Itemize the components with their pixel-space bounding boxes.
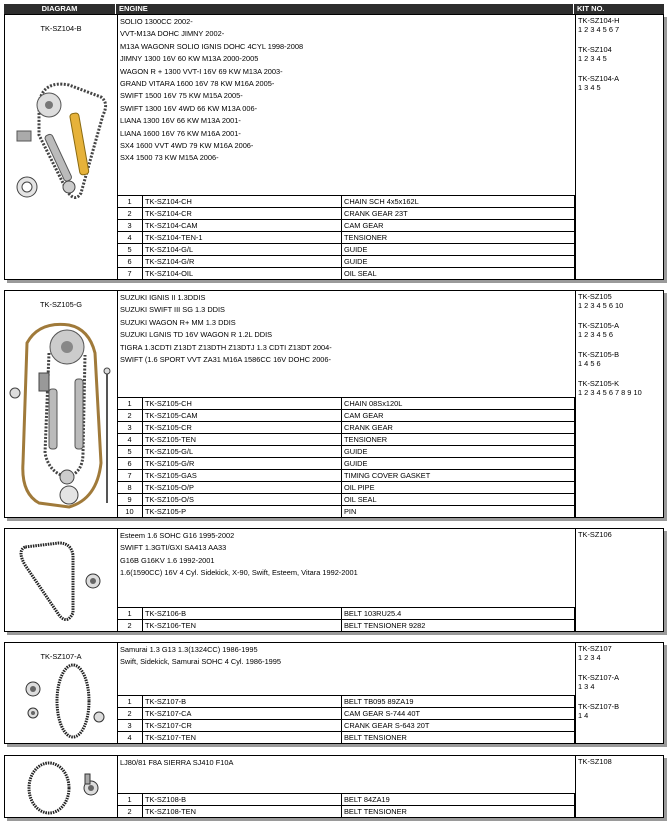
table-row (117, 806, 575, 818)
table-row (117, 410, 575, 422)
table-cell: TENSIONER (342, 232, 575, 244)
diagram-code: TK-SZ107-A (40, 652, 82, 661)
table-cell: TK-SZ104-CH (143, 196, 342, 208)
table-cell: TK-SZ105-G/L (143, 446, 342, 458)
table-cell: PIN (342, 506, 575, 518)
engine-list (117, 643, 575, 669)
table-row (117, 732, 575, 744)
diagram-cell (5, 15, 118, 279)
table-cell: CAM GEAR S-744 40T (342, 708, 575, 720)
kit-sequence: 1 2 3 4 5 6 7 8 9 10 (578, 388, 642, 397)
table-cell: TK-SZ104-CAM (143, 220, 342, 232)
table-cell: 7 (117, 268, 143, 280)
engine-line: SWIFT (1.6 SPORT VVT ZA31 M16A 1586CC 16V DOHC 2006- (120, 354, 331, 364)
table-cell: 4 (117, 232, 143, 244)
engine-line: LIANA 1600 16V 76 KW M16A 2001- (120, 128, 241, 138)
table-row (117, 482, 575, 494)
kit-cell (575, 15, 663, 279)
engine-line: SWIFT 1.3GTI/GXI SA413 AA33 (120, 543, 227, 553)
column-header (4, 4, 664, 14)
kit-code: TK-SZ107-A (578, 673, 620, 682)
kit-cell (575, 529, 663, 631)
table-cell: OIL SEAL (342, 494, 575, 506)
kit-code: TK-SZ104-A (578, 74, 620, 83)
kit-code: TK-SZ107 (578, 644, 612, 653)
table-cell: TK-SZ105-CR (143, 422, 342, 434)
engine-line: SWIFT 1300 16V 4WD 66 KW M13A 006- (120, 103, 258, 113)
kit-cell (575, 756, 663, 817)
engine-line: SOLIO 1300CC 2002- (120, 17, 193, 26)
table-cell: TK-SZ105-P (143, 506, 342, 518)
table-row (117, 720, 575, 732)
diagram-code: TK-SZ105-G (40, 300, 82, 309)
kit-sequence: 1 3 4 (578, 682, 595, 691)
table-row (117, 446, 575, 458)
table-cell: CAM GEAR (342, 220, 575, 232)
engine-line: SWIFT 1500 16V 75 KW M15A 2005- (120, 91, 243, 101)
table-row (117, 434, 575, 446)
table-cell: TK-SZ107-TEN (143, 732, 342, 744)
table-cell: CRANK GEAR (342, 422, 575, 434)
kit-sequence: 1 3 4 5 (578, 83, 601, 92)
table-cell: CHAIN 08Sx120L (342, 398, 575, 410)
table-row (117, 708, 575, 720)
kit-sequence: 1 4 5 6 (578, 359, 601, 368)
table-row (117, 232, 575, 244)
table-row (117, 256, 575, 268)
kit-code: TK-SZ105-A (578, 321, 620, 330)
kit-block-sz107 (4, 642, 664, 744)
table-cell: TK-SZ105-TEN (143, 434, 342, 446)
table-row (117, 220, 575, 232)
table-row (117, 244, 575, 256)
table-cell: TENSIONER (342, 434, 575, 446)
engine-line: SX4 1600 VVT 4WD 79 KW M16A 2006- (120, 140, 254, 150)
table-cell: TK-SZ105-CH (143, 398, 342, 410)
table-row (117, 422, 575, 434)
engine-line: JIMNY 1300 16V 60 KW M13A 2000-2005 (120, 54, 259, 64)
table-cell: BELT TB095 89ZA19 (342, 696, 575, 708)
parts-table (117, 397, 575, 517)
engine-line: SUZUKI SWIFT III SG 1.3 DDIS (120, 305, 225, 315)
table-cell: BELT TENSIONER (342, 732, 575, 744)
belt-kit-diagram (15, 663, 105, 741)
parts-table (117, 607, 575, 631)
kit-sequence: 1 2 3 4 5 6 7 (578, 25, 620, 34)
engine-line: 1.6(1590CC) 16V 4 Cyl. Sidekick, X-90, Swift, Esteem, Vitara 1992-2001 (120, 568, 358, 578)
engine-line: SUZUKI WAGON R+ MM 1.3 DDIS (120, 317, 236, 327)
table-cell: 1 (117, 196, 143, 208)
engine-line: WAGON R + 1300 VVT-I 16V 69 KW M13A 2003- (120, 66, 283, 76)
engine-list (117, 291, 575, 366)
engine-line: VVT-M13A DOHC JIMNY 2002- (120, 29, 225, 39)
table-cell: TK-SZ105-GAS (143, 470, 342, 482)
table-cell: BELT 84ZA19 (342, 794, 575, 806)
diagram-cell (5, 643, 118, 743)
table-cell: 1 (117, 696, 143, 708)
engine-line: SUZUKI LGNIS TD 16V WAGON R 1.2L DDIS (120, 330, 273, 340)
engine-list (117, 529, 575, 580)
kit-code: TK-SZ107-B (578, 702, 620, 711)
table-row (117, 696, 575, 708)
table-cell: TK-SZ106-B (143, 608, 342, 620)
kit-list (575, 529, 663, 539)
belt-diagram (19, 760, 109, 816)
table-cell: OIL PIPE (342, 482, 575, 494)
table-cell: 2 (117, 708, 143, 720)
table-cell: GUIDE (342, 446, 575, 458)
kit-code: TK-SZ108 (578, 757, 612, 766)
table-cell: 7 (117, 470, 143, 482)
header-kit-no: KIT NO. (574, 4, 664, 14)
table-cell: TK-SZ106-TEN (143, 620, 342, 632)
engine-line: LIANA 1300 16V 66 KW M13A 2001- (120, 116, 241, 126)
engine-line: SX4 1500 73 KW M15A 2006- (120, 153, 219, 163)
table-row (117, 470, 575, 482)
table-row (117, 506, 575, 518)
kit-cell (575, 291, 663, 517)
table-cell: 1 (117, 398, 143, 410)
kit-list (575, 291, 663, 397)
table-cell: TK-SZ108-B (143, 794, 342, 806)
table-row (117, 620, 575, 632)
timing-belt-diagram (11, 535, 111, 627)
engine-line: GRAND VITARA 1600 16V 78 KW M16A 2005- (120, 78, 275, 88)
engine-cell (117, 291, 576, 517)
table-row (117, 398, 575, 410)
table-cell: 2 (117, 806, 143, 818)
engine-line: TIGRA 1.3CDTI Z13DT Z13DTH Z13DTJ 1.3 CDTI Z13DT 2004- (120, 342, 332, 352)
diagram-cell (5, 529, 118, 631)
table-row (117, 268, 575, 280)
table-cell: TK-SZ105-CAM (143, 410, 342, 422)
kit-list (575, 15, 663, 92)
timing-cover-diagram (9, 313, 113, 513)
parts-table (117, 195, 575, 279)
table-cell: CRANK GEAR 23T (342, 208, 575, 220)
table-cell: 3 (117, 422, 143, 434)
table-cell: 4 (117, 732, 143, 744)
engine-line: Esteem 1.6 SOHC G16 1995-2002 (120, 531, 235, 540)
table-cell: 3 (117, 220, 143, 232)
table-cell: 2 (117, 620, 143, 632)
table-cell: 2 (117, 410, 143, 422)
kit-cell (575, 643, 663, 743)
kit-sequence: 1 2 3 4 5 6 (578, 330, 613, 339)
kit-sequence: 1 2 3 4 (578, 653, 601, 662)
table-cell: CHAIN SCH 4x5x162L (342, 196, 575, 208)
table-cell: 5 (117, 244, 143, 256)
header-engine: ENGINE (116, 4, 574, 14)
engine-line: Swift, Sidekick, Samurai SOHC 4 Cyl. 1986-1995 (120, 657, 282, 667)
table-cell: TK-SZ107-B (143, 696, 342, 708)
parts-table (117, 695, 575, 743)
table-cell: GUIDE (342, 458, 575, 470)
kit-list (575, 756, 663, 766)
kit-sequence: 1 2 3 4 5 (578, 54, 607, 63)
engine-line: Samurai 1.3 G13 1.3(1324CC) 1986-1995 (120, 645, 258, 654)
diagram-code: TK-SZ104-B (40, 24, 82, 33)
table-cell: 1 (117, 608, 143, 620)
parts-table (117, 793, 575, 817)
table-cell: 9 (117, 494, 143, 506)
table-cell: TK-SZ104-TEN-1 (143, 232, 342, 244)
table-cell: TK-SZ107-CR (143, 720, 342, 732)
table-cell: TK-SZ105-O/P (143, 482, 342, 494)
table-cell: 6 (117, 256, 143, 268)
timing-chain-diagram (9, 75, 113, 205)
table-row (117, 608, 575, 620)
engine-cell (117, 15, 576, 279)
kit-code: TK-SZ106 (578, 530, 612, 539)
engine-list (117, 15, 575, 165)
table-cell: 5 (117, 446, 143, 458)
engine-line: M13A WAGONR SOLIO IGNIS DOHC 4CYL 1998-2008 (120, 41, 304, 51)
table-cell: GUIDE (342, 256, 575, 268)
table-cell: BELT TENSIONER 9282 (342, 620, 575, 632)
table-row (117, 458, 575, 470)
table-cell: BELT TENSIONER (342, 806, 575, 818)
table-cell: TK-SZ104-G/L (143, 244, 342, 256)
table-row (117, 208, 575, 220)
kit-sequence: 1 2 3 4 5 6 10 (578, 301, 624, 310)
engine-cell (117, 529, 576, 631)
table-cell: OIL SEAL (342, 268, 575, 280)
kit-code: TK-SZ105-K (578, 379, 620, 388)
table-cell: 6 (117, 458, 143, 470)
table-cell: TIMING COVER GASKET (342, 470, 575, 482)
table-cell: BELT 103RU25.4 (342, 608, 575, 620)
engine-cell (117, 756, 576, 817)
table-cell: 3 (117, 720, 143, 732)
table-cell: TK-SZ104-G/R (143, 256, 342, 268)
engine-cell (117, 643, 576, 743)
kit-code: TK-SZ105 (578, 292, 612, 301)
diagram-cell (5, 291, 118, 517)
table-cell: CRANK GEAR S-643 20T (342, 720, 575, 732)
kit-block-sz106 (4, 528, 664, 632)
kit-code: TK-SZ104 (578, 45, 612, 54)
table-cell: 2 (117, 208, 143, 220)
table-cell: CAM GEAR (342, 410, 575, 422)
table-cell: 4 (117, 434, 143, 446)
table-row (117, 494, 575, 506)
diagram-cell (5, 756, 118, 817)
table-cell: 8 (117, 482, 143, 494)
header-diagram: DIAGRAM (4, 4, 116, 14)
table-cell: TK-SZ104-OIL (143, 268, 342, 280)
table-cell: TK-SZ104-CR (143, 208, 342, 220)
kit-sequence: 1 4 (578, 711, 589, 720)
engine-line: SUZUKI IGNIS II 1.3DDIS (120, 293, 206, 302)
kit-list (575, 643, 663, 720)
kit-block-sz104 (4, 14, 664, 280)
table-cell: TK-SZ108-TEN (143, 806, 342, 818)
kit-code: TK-SZ104-H (578, 16, 620, 25)
table-cell: 1 (117, 794, 143, 806)
engine-line: G16B G16KV 1.6 1992-2001 (120, 555, 215, 565)
table-row (117, 196, 575, 208)
table-cell: TK-SZ105-O/S (143, 494, 342, 506)
engine-list (117, 756, 575, 769)
kit-block-sz108 (4, 755, 664, 818)
table-cell: 10 (117, 506, 143, 518)
kit-code: TK-SZ105-B (578, 350, 620, 359)
engine-line: LJ80/81 F8A SIERRA SJ410 F10A (120, 758, 234, 767)
table-row (117, 794, 575, 806)
kit-block-sz105 (4, 290, 664, 518)
table-cell: GUIDE (342, 244, 575, 256)
table-cell: TK-SZ107-CA (143, 708, 342, 720)
table-cell: TK-SZ105-G/R (143, 458, 342, 470)
